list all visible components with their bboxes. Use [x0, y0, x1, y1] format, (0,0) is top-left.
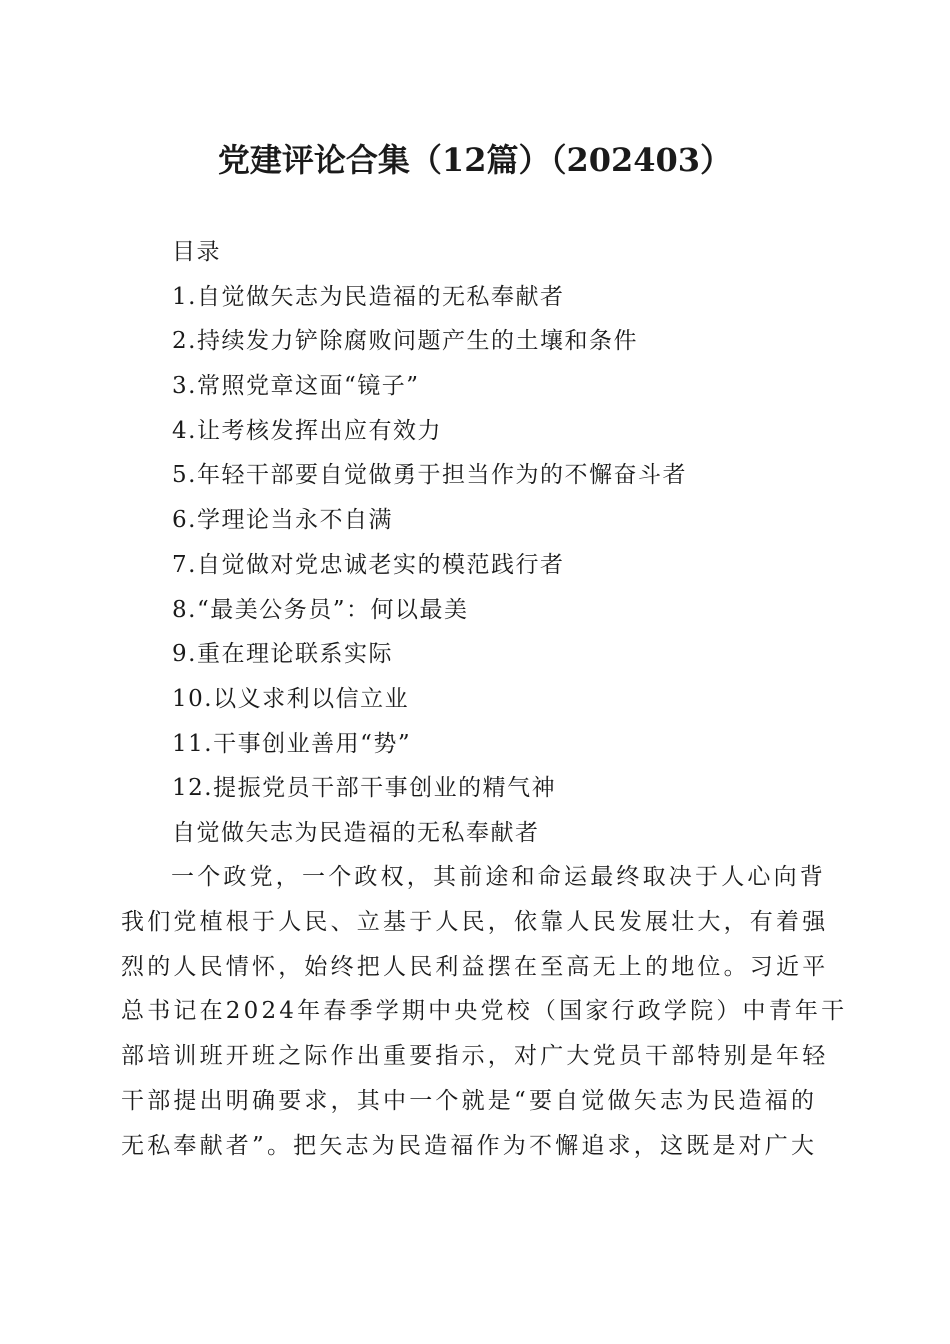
toc-item-12: 12.提振党员干部干事创业的精气神: [172, 775, 557, 802]
body-line: 我们党植根于人民、立基于人民，依靠人民发展壮大，有着强: [121, 908, 829, 935]
toc-heading: 目录: [172, 239, 221, 265]
body-line: 干部提出明确要求，其中一个就是“要自觉做矢志为民造福的: [121, 1087, 818, 1114]
toc-item-4: 4.让考核发挥出应有效力: [172, 417, 442, 444]
toc-item-5: 5.年轻干部要自觉做勇于担当作为的不懈奋斗者: [172, 462, 687, 489]
toc-item-11: 11.干事创业善用“势”: [172, 730, 412, 757]
body-line: 无私奉献者”。把矢志为民造福作为不懈追求，这既是对广大: [121, 1132, 818, 1159]
body-line: 烈的人民情怀，始终把人民利益摆在至高无上的地位。习近平: [121, 953, 829, 980]
toc-item-7: 7.自觉做对党忠诚老实的模范践行者: [172, 551, 565, 578]
toc-item-6: 6.学理论当永不自满: [172, 507, 393, 534]
toc-item-8: 8.“最美公务员”：何以最美: [172, 596, 469, 623]
body-line: 部培训班开班之际作出重要指示，对广大党员干部特别是年轻: [121, 1043, 829, 1070]
document-title: 党建评论合集（12篇）（202403）: [217, 141, 733, 179]
body-line: 一个政党，一个政权，其前途和命运最终取决于人心向背: [171, 864, 826, 890]
body-line: 总书记在2024年春季学期中央党校（国家行政学院）中青年干: [121, 998, 848, 1025]
section-title: 自觉做矢志为民造福的无私奉献者: [172, 819, 540, 846]
toc-item-9: 9.重在理论联系实际: [172, 641, 393, 668]
toc-item-2: 2.持续发力铲除腐败问题产生的土壤和条件: [172, 328, 638, 355]
toc-item-10: 10.以义求利以信立业: [172, 685, 410, 712]
body-paragraph: [121, 855, 848, 1169]
toc-item-3: 3.常照党章这面“镜子”: [172, 373, 420, 400]
toc-item-1: 1.自觉做矢志为民造福的无私奉献者: [172, 283, 565, 310]
table-of-contents: [172, 230, 872, 856]
